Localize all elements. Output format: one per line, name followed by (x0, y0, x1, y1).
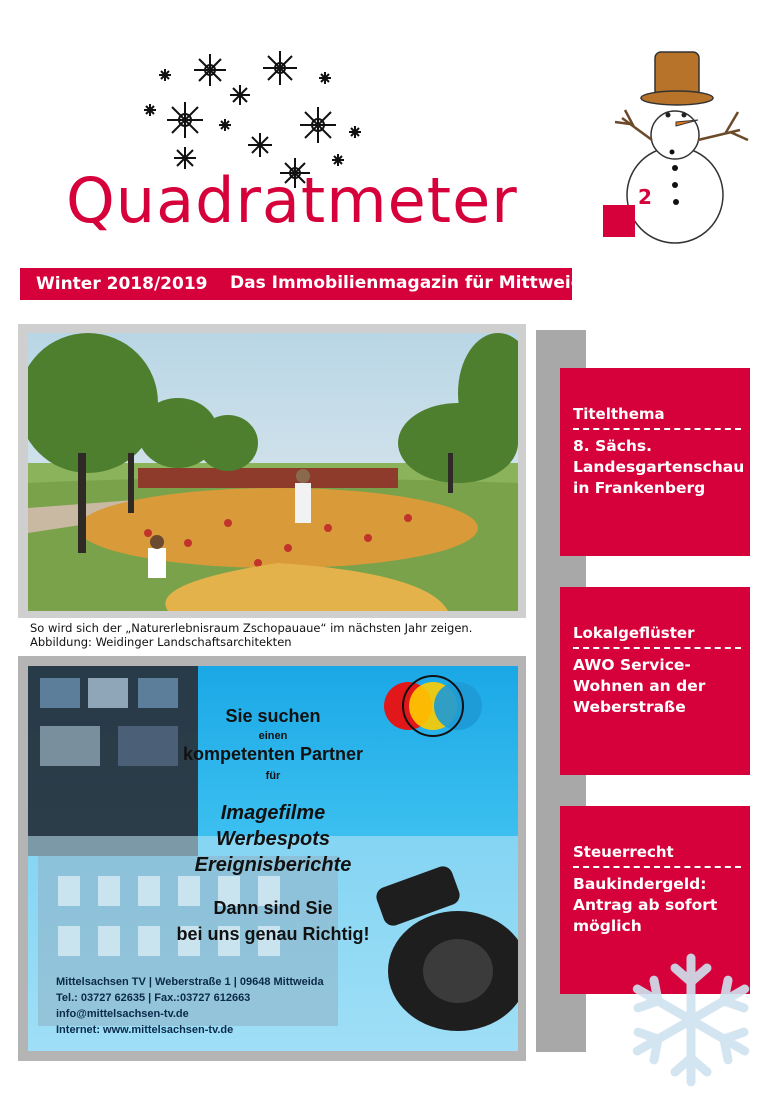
ad-line-8: Dann sind Sie (213, 898, 333, 918)
ad-line-6: Werbespots (215, 828, 331, 850)
teaser-category: Lokalgeflüster (573, 624, 695, 642)
ad-line-3: kompetenten Partner (182, 744, 364, 764)
teaser-headline: 8. Sächs. Landesgartenschau in Frankenberg (573, 437, 745, 497)
ad-line-9: bei uns genau Richtig! (176, 924, 370, 944)
ad-contact-email: info@mittelsachsen-tv.de (56, 1008, 189, 1020)
ad-contact-phone: Tel.: 03727 62635 | Fax.:03727 612663 (56, 992, 251, 1004)
teaser-divider (573, 428, 741, 430)
teaser-headline: AWO Service-Wohnen an der Weberstraße (573, 656, 706, 716)
title-superscript: 2 (638, 185, 652, 209)
teaser-category: Steuerrecht (573, 843, 674, 861)
teaser-divider (573, 866, 741, 868)
teaser-category: Titelthema (573, 405, 665, 423)
ad-line-7: Ereignisberichte (194, 854, 352, 876)
teaser-headline: Baukindergeld: Antrag ab sofort möglich (573, 875, 718, 935)
title-square-mark (603, 205, 635, 237)
magazine-subtitle: Das Immobilienmagazin für Mittweida (230, 273, 595, 293)
ad-contact-address: Mittelsachsen TV | Weberstraße 1 | 09648 Mittweida (56, 976, 324, 988)
caption-line-2: Abbildung: Weidinger Landschaftsarchitekten (30, 635, 292, 649)
cover-image-park-rendering (28, 333, 518, 611)
large-snowflake-decoration (616, 945, 766, 1095)
cover-image-caption (30, 621, 530, 649)
ad-line-4: für (265, 770, 281, 782)
ad-contact-website: Internet: www.mittelsachsen-tv.de (56, 1024, 234, 1036)
ad-line-5: Imagefilme (220, 802, 326, 824)
advertisement-mittelsachsen-tv (28, 666, 518, 1051)
ad-line-2: einen (258, 730, 288, 742)
teaser-divider (573, 647, 741, 649)
magazine-title: Quadratmeter (66, 164, 518, 237)
teaser-box-lokalgefluester[interactable] (560, 587, 750, 775)
ad-line-1: Sie suchen (225, 706, 321, 726)
teaser-box-titelthema[interactable] (560, 368, 750, 556)
caption-line-1: So wird sich der „Naturerlebnisraum Zschopauaue“ im nächsten Jahr zeigen. (30, 621, 473, 635)
issue-season: Winter 2018/2019 (36, 274, 208, 294)
